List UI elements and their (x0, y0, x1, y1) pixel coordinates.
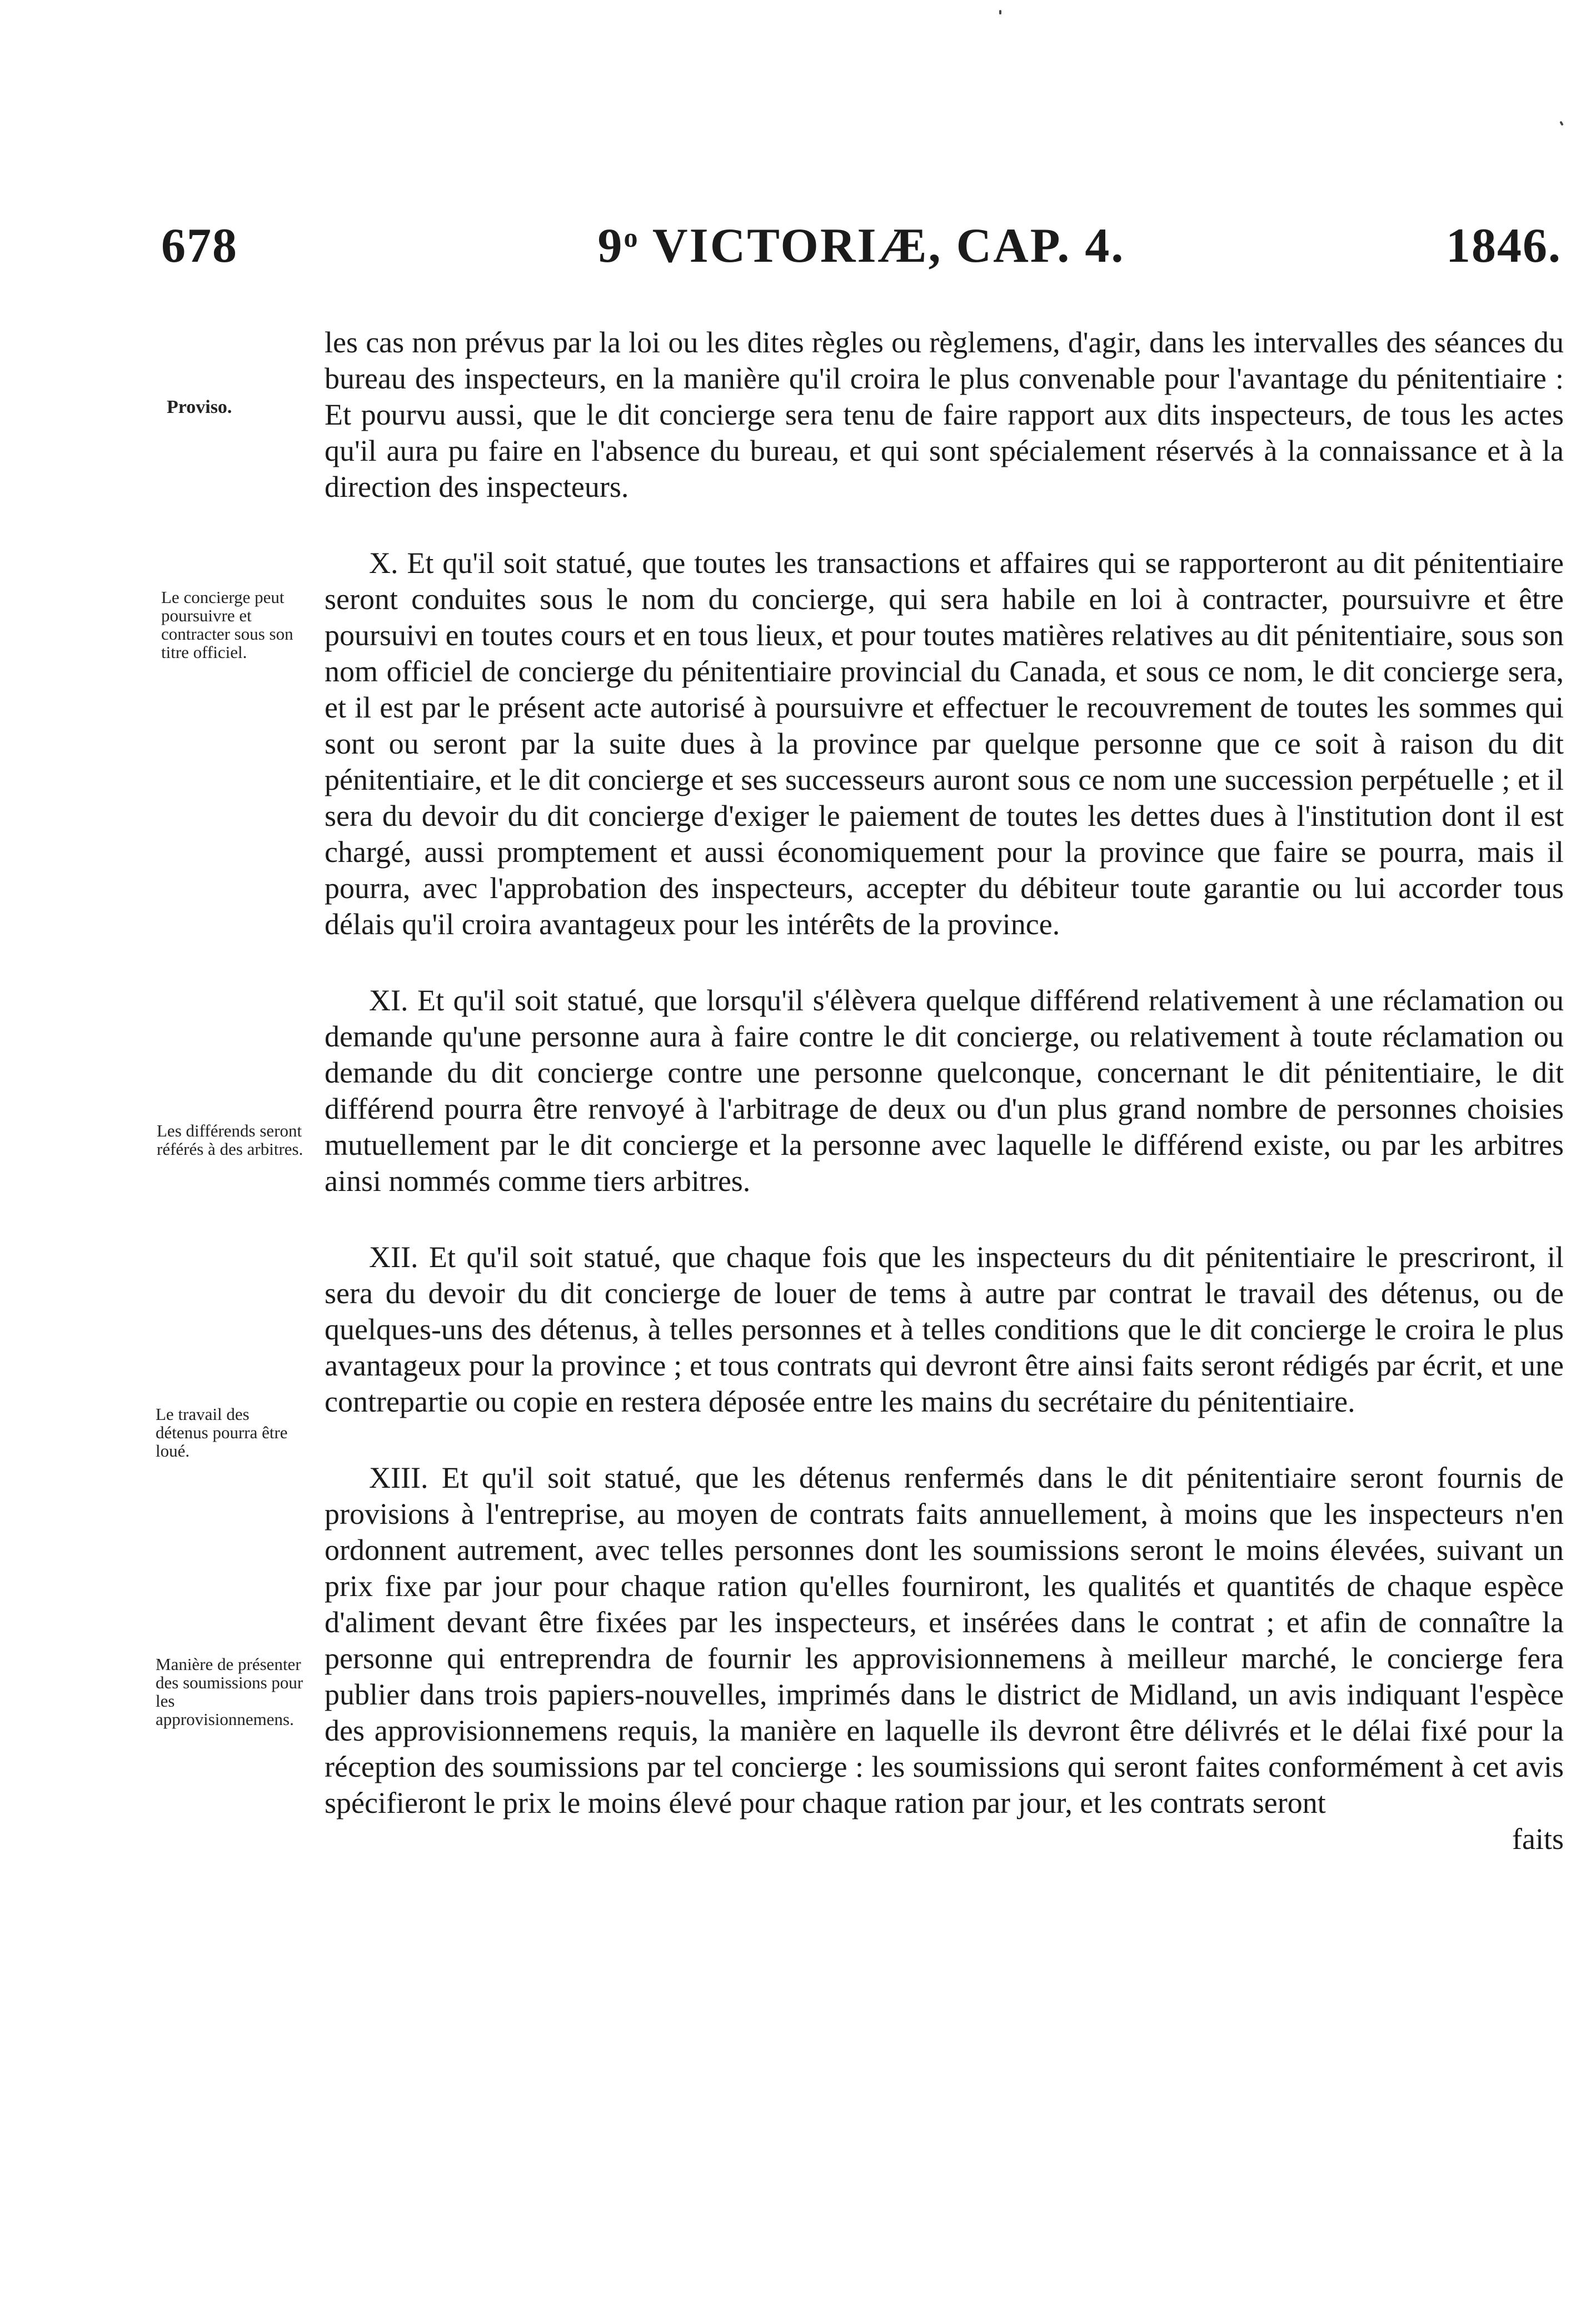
body-text (325, 325, 1564, 1857)
section-text-x: Et qu'il soit statué, que toutes les transactions et affaires qui se rapporteront au dit pénitentiaire seront conduites sous le nom du concierge, qui sera habile en loi à contracter, poursuivre et être poursuivi en toutes cours et en tous lieux, et pour toutes matières relatives au dit pénitentiaire, sous son nom officiel de concierge du pénitentiaire provincial du Canada, et sous ce nom, le dit concierge sera, et il est par le présent acte autorisé à poursuivre et effectuer le recouvrement de toutes les sommes qui sont ou seront par la suite dues à la province par quelque personne que ce soit à raison du dit pénitentiaire, et le dit concierge et ses successeurs auront sous ce nom une succession perpétuelle ; et il sera du devoir du dit concierge d'exiger le paiement de toutes les dettes dues à l'institution dont il est chargé, aussi promptement et aussi économiquement pour la province que faire se pourra, mais il pourra, avec l'approbation des inspecteurs, accepter du débiteur toute garantie ou lui accorder tous délais qu'il croira avantageux pour les intérêts de la province. (325, 546, 1564, 941)
margin-note-section-xi: Les différends seront référés à des arbitres. (157, 1121, 303, 1159)
paragraph-section-xiii (325, 1460, 1564, 1821)
section-number-xiii: XIII. (369, 1461, 428, 1494)
catchword: faits (1512, 1822, 1564, 1856)
section-number-xi: XI. (369, 984, 408, 1017)
section-number-xii: XII. (369, 1240, 418, 1274)
paper-speck (1559, 121, 1563, 126)
running-title (161, 218, 1562, 274)
paper-speck (999, 10, 1001, 14)
margin-note-proviso: Proviso. (167, 397, 232, 417)
page-number: 678 (161, 219, 238, 273)
section-number-x: X. (369, 546, 398, 580)
paragraph-section-xii (325, 1239, 1564, 1420)
margin-note-section-xii: Le travail des détenus pourra être loué. (156, 1404, 288, 1460)
page-header (161, 218, 1562, 279)
paragraph-section-x (325, 545, 1564, 943)
section-text-xii: Et qu'il soit statué, que chaque fois que les inspecteurs du dit pénitentiaire le prescriront, il sera du devoir du dit concierge de louer de tems à autre par contrat le travail des détenus, ou de quelques-uns des détenus, à telles personnes et à telles conditions que le dit concierge le croira le plus avantageux pour la province ; et tous contrats qui devront être ainsi faits seront rédigés par écrit, et une contrepartie ou copie en restera déposée entre les mains du secrétaire du pénitentiaire. (325, 1240, 1564, 1418)
title-number: 9 (597, 219, 624, 273)
page-year: 1846. (1446, 219, 1562, 273)
section-text-xi: Et qu'il soit statué, que lorsqu'il s'élèvera quelque différend relativement à une réclamation ou demande qu'une personne aura à faire contre le dit concierge, ou relativement à toute réclamation ou demande du dit concierge contre une personne quelconque, concernant le dit pénitentiaire, le dit différend pourra être renvoyé à l'arbitrage de deux ou d'un plus grand nombre de personnes choisies mutuellement par le dit concierge et la personne avec laquelle le différend existe, ou par les arbitres ainsi nommés comme tiers arbitres. (325, 984, 1564, 1198)
paragraph-continued: les cas non prévus par la loi ou les dites règles ou règlemens, d'agir, dans les intervalles des séances du bureau des inspecteurs, en la manière qu'il croira le plus convenable pour l'avantage du pénitentiaire : Et pourvu aussi, que le dit concierge sera tenu de faire rapport aux dits inspecteurs, de tous les actes qu'il aura pu faire en l'absence du bureau, et qui sont spécialement réservés à la connaissance et à la direction des inspecteurs. (325, 326, 1564, 504)
margin-note-section-xiii: Manière de présenter des soumissions pour les approvisionnemens. (156, 1654, 303, 1729)
margin-note-section-x: Le concierge peut poursuivre et contracter sous son titre officiel. (161, 587, 293, 662)
title-text: VICTORIÆ, CAP. 4. (639, 219, 1125, 273)
paragraph-section-xi (325, 983, 1564, 1199)
title-superscript: o (624, 222, 640, 253)
section-text-xiii: Et qu'il soit statué, que les détenus renfermés dans le dit pénitentiaire seront fournis de provisions à l'entreprise, au moyen de contrats faits annuellement, à moins que les inspecteurs n'en ordonnent autrement, avec telles personnes dont les soumissions seront le moins élevées, suivant un prix fixe par jour pour chaque ration qu'elles fourniront, les qualités et quantités de chaque espèce d'aliment devant être fixées par les inspecteurs, et insérées dans le contrat ; et afin de connaître la personne qui entreprendra de fournir les approvisionnemens à meilleur marché, le concierge fera publier dans trois papiers-nouvelles, imprimés dans le district de Midland, un avis indiquant l'espèce des approvisionnemens requis, la manière en laquelle ils devront être délivrés et le délai fixé pour la réception des soumissions par tel concierge : les soumissions qui seront faites conformément à cet avis spécifieront le prix le moins élevé pour chaque ration par jour, et les contrats seront (325, 1461, 1564, 1820)
